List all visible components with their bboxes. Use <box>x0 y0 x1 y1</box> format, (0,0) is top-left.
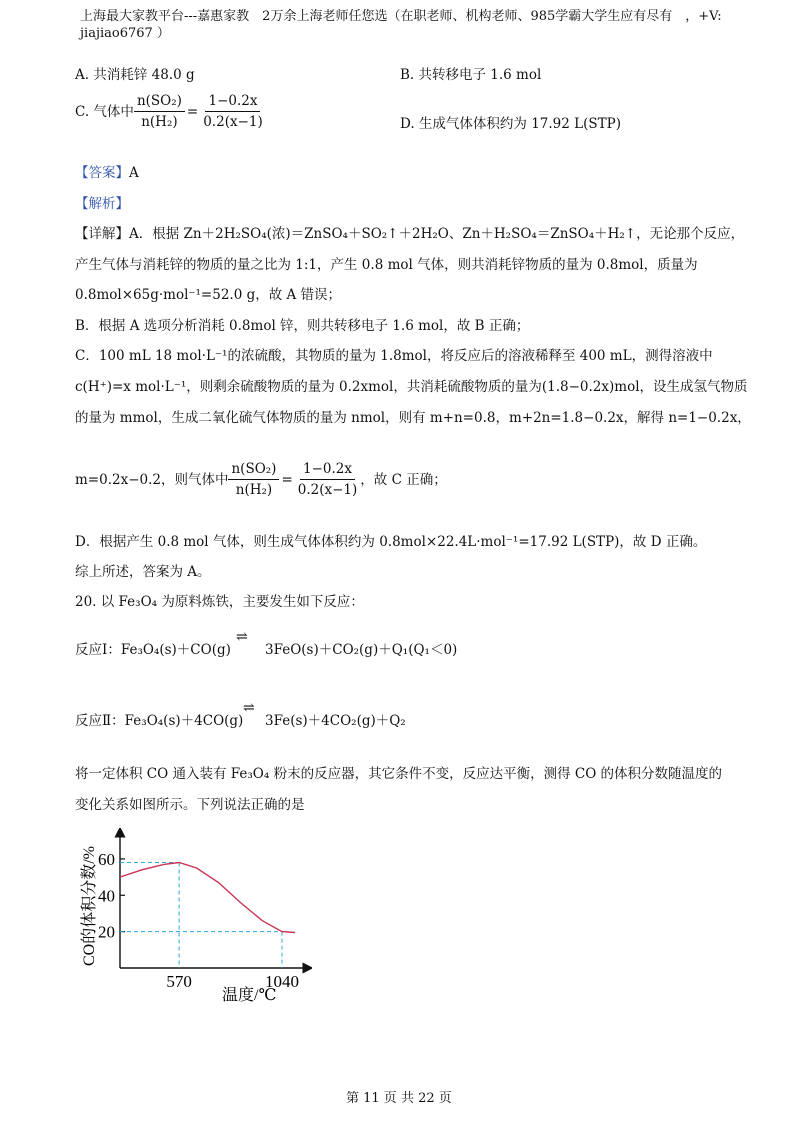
reaction-1-right: 3FeO(s)＋CO₂(g)＋Q₁(Q₁＜0) <box>265 642 458 658</box>
x-tick-label: 1040 <box>265 972 299 991</box>
detail-c-line4 <box>75 460 447 499</box>
equals-sign: = <box>281 471 293 488</box>
detail-a-line1 <box>75 225 744 243</box>
option-c-fraction-left <box>134 92 185 131</box>
reaction-2-right: 3Fe(s)＋4CO₂(g)＋Q₂ <box>265 713 406 729</box>
series-line <box>120 863 295 933</box>
detail-a-line3: 0.8mol×65g·mol⁻¹=52.0 g，故 A 错误； <box>75 287 342 303</box>
equals-sign: = <box>186 103 199 120</box>
frac-denominator: n(H₂) <box>235 482 273 498</box>
detail-c-fraction-left <box>228 460 279 499</box>
reaction-2-equilibrium-arrow: ⇌ <box>243 700 255 716</box>
answer-value: A <box>129 165 139 181</box>
answer-line <box>75 164 139 182</box>
reaction-1-equilibrium-arrow: ⇌ <box>236 629 248 645</box>
detail-c-fraction-right <box>295 460 361 499</box>
frac-numerator: n(SO₂) <box>134 92 185 112</box>
header-line1: 上海最大家教平台---嘉惠家教 2万余上海老师任您选（在职老师、机构老师、985学霸大学生应有尽有 ，+V: <box>80 9 722 24</box>
analysis-label: 【解析】 <box>75 196 129 212</box>
frac-denominator: n(H₂) <box>141 114 178 130</box>
option-b: B. 共转移电子 1.6 mol <box>400 67 542 83</box>
option-c-fraction-right <box>200 92 266 131</box>
option-a: A. 共消耗锌 48.0 g <box>75 67 195 83</box>
y-tick-label: 60 <box>98 849 115 869</box>
detail-c-prefix: m=0.2x−0.2，则气体中 <box>75 471 229 488</box>
frac-numerator: 1−0.2x <box>205 92 260 112</box>
x-tick-label: 570 <box>166 972 192 991</box>
detail-label: 【详解】 <box>75 226 129 242</box>
y-tick-label: 20 <box>98 922 115 942</box>
detail-b: B．根据 A 选项分析消耗 0.8mol 锌，则共转移电子 1.6 mol，故 B 正确； <box>75 318 530 334</box>
detail-a-line2: 产生气体与消耗锌的物质的量之比为 1:1，产生 0.8 mol 气体，则共消耗锌物质的量为 0.8mol，质量为 <box>75 257 698 273</box>
q20-stem: 20. 以 Fe₃O₄ 为原料炼铁，主要发生如下反应： <box>75 594 364 610</box>
detail-a-text: A．根据 Zn＋2H₂SO₄(浓)＝ZnSO₄＋SO₂↑＋2H₂O、Zn＋H₂SO₄＝ZnSO₄＋H₂↑，无论那个反应， <box>129 226 745 242</box>
detail-c-line1: C．100 mL 18 mol·L⁻¹的浓硫酸，其物质的量为 1.8mol，将反应后的溶液稀释至 400 mL，测得溶液中 <box>75 348 713 364</box>
x-axis-label: 温度/℃ <box>222 987 277 1004</box>
detail-summary: 综上所述，答案为 A。 <box>75 564 211 580</box>
detail-c-suffix: ，故 C 正确； <box>360 471 447 488</box>
page-footer: 第 11 页 共 22 页 <box>346 1091 452 1106</box>
option-d: D. 生成气体体积约为 17.92 L(STP) <box>400 116 621 132</box>
q20-desc-line1: 将一定体积 CO 通入装有 Fe₃O₄ 粉末的反应器，其它条件不变，反应达平衡，测得 CO 的体积分数随温度的 <box>75 766 723 782</box>
detail-d: D．根据产生 0.8 mol 气体，则生成气体体积约为 0.8mol×22.4L·mol⁻¹=17.92 L(STP)，故 D 正确。 <box>75 534 707 550</box>
header-line2: jiajiao6767 ） <box>80 26 170 41</box>
q20-desc-line2: 变化关系如图所示。下列说法正确的是 <box>75 797 305 813</box>
co-fraction-chart <box>72 828 312 1008</box>
y-axis-label: CO的体积分数/% <box>81 845 98 966</box>
frac-denominator: 0.2(x−1) <box>297 482 358 498</box>
y-tick-label: 40 <box>98 886 115 906</box>
frac-numerator: n(SO₂) <box>228 460 279 480</box>
reaction-2-left: 反应Ⅱ：Fe₃O₄(s)＋4CO(g) <box>75 713 244 729</box>
option-c <box>75 92 266 131</box>
reaction-1-left: 反应Ⅰ：Fe₃O₄(s)＋CO(g) <box>75 642 231 658</box>
option-c-prefix: C. 气体中 <box>75 103 134 120</box>
detail-c-line2: c(H⁺)=x mol·L⁻¹，则剩余硫酸物质的量为 0.2xmol，共消耗硫酸物质的量为(1.8−0.2x)mol，设生成氢气物质 <box>75 379 748 395</box>
answer-label: 【答案】 <box>75 165 129 181</box>
frac-denominator: 0.2(x−1) <box>203 114 263 130</box>
frac-numerator: 1−0.2x <box>300 460 355 480</box>
detail-c-line3: 的量为 mmol，生成二氧化硫气体物质的量为 nmol，则有 m+n=0.8，m+2n=1.8−0.2x，解得 n=1−0.2x， <box>75 410 751 426</box>
